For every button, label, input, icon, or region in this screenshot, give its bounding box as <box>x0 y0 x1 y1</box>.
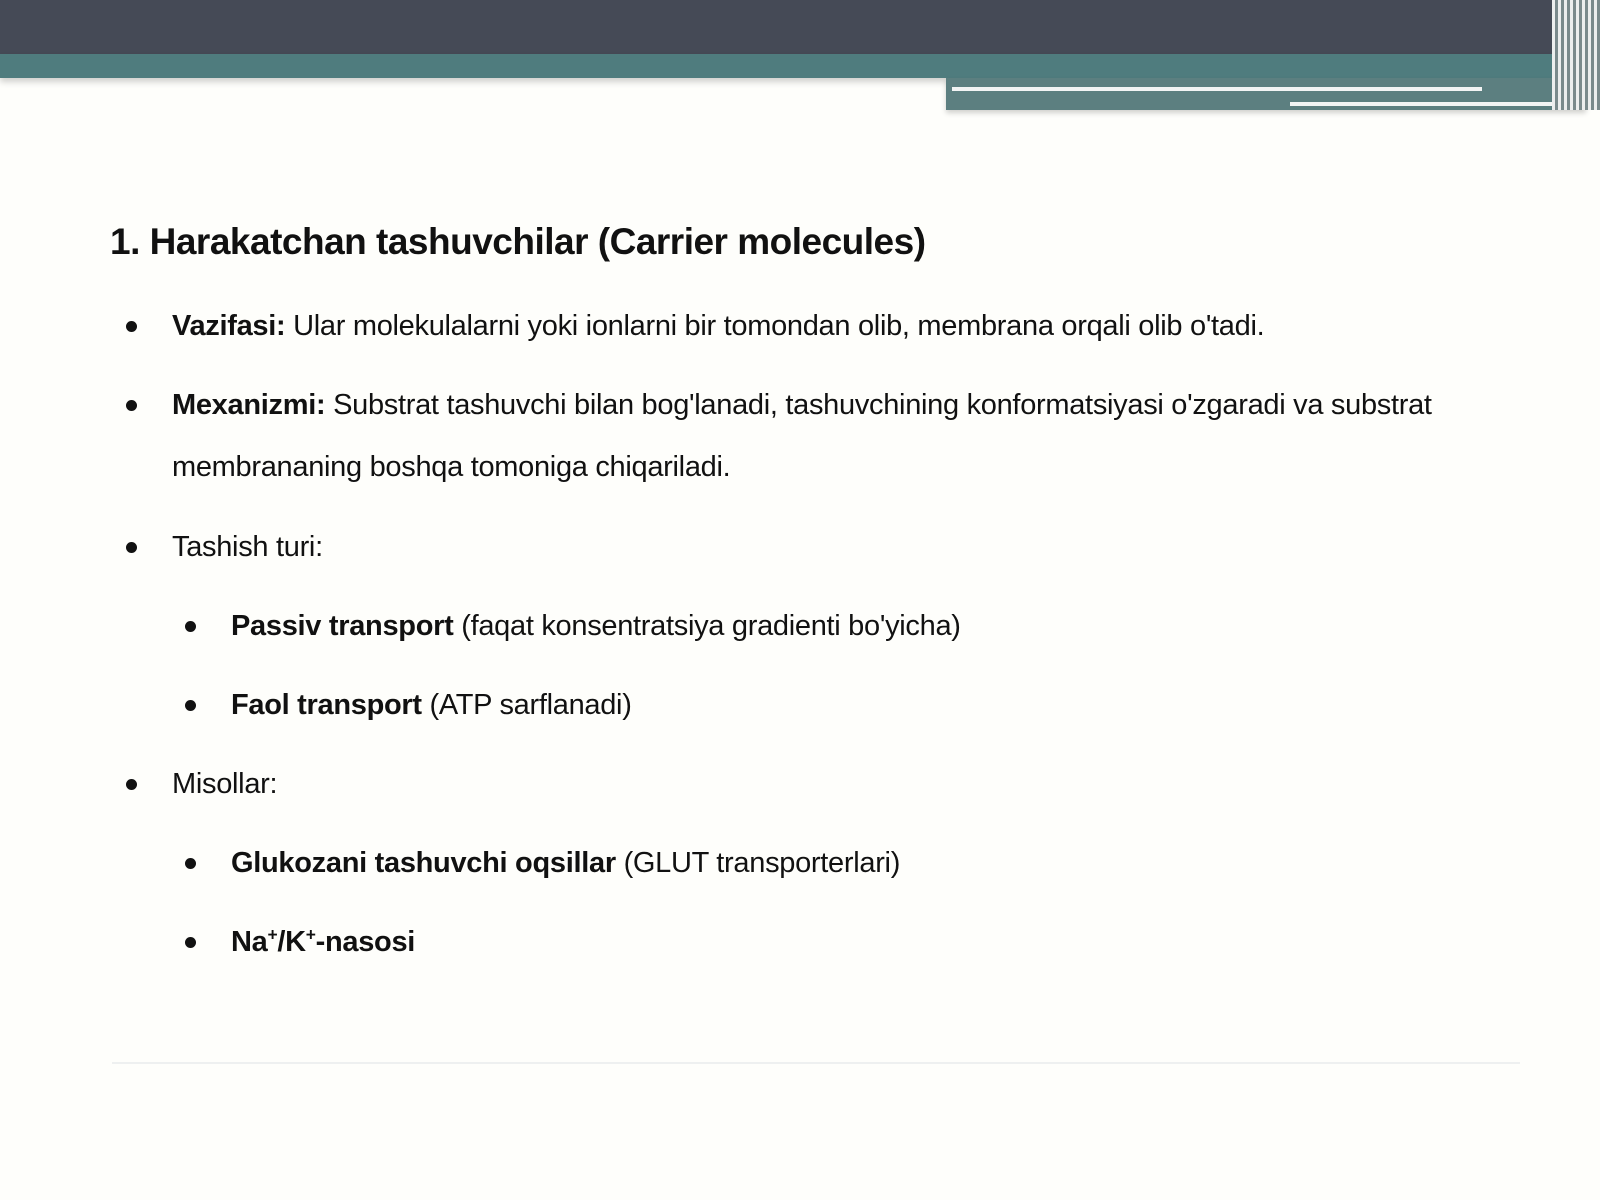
header-teal-bar <box>0 54 1600 78</box>
formula-part: /K <box>277 926 306 958</box>
formula-superscript: + <box>267 924 278 945</box>
sub-bullet-term: Faol transport <box>231 689 422 721</box>
bullet-item-mexanizmi <box>172 374 1512 498</box>
sub-bullet-text: (faqat konsentratsiya gradienti bo'yicha) <box>453 610 961 642</box>
sub-bullet-term: Passiv transport <box>231 610 454 642</box>
bullet-text: Ular molekulalarni yoki ionlarni bir tomondan olib, membrana orqali olib o'tadi. <box>285 310 1265 342</box>
bullet-label: Mexanizmi: <box>172 389 326 421</box>
slide-title: 1. Harakatchan tashuvchilar (Carrier molecules) <box>110 221 926 262</box>
sub-bullet-passiv-transport <box>231 595 1511 657</box>
sub-bullet-faol-transport <box>231 674 1511 736</box>
formula-part: -nasosi <box>315 926 416 958</box>
bullet-dot-icon <box>185 858 196 869</box>
sub-bullet-na-k-pump <box>231 911 1511 973</box>
bullet-item-tashish-turi <box>172 516 1512 578</box>
footer-divider <box>112 1062 1520 1064</box>
bullet-dot-icon <box>126 779 137 790</box>
sub-bullet-term: Glukozani tashuvchi oqsillar <box>231 847 616 879</box>
bullet-dot-icon <box>185 700 196 711</box>
sub-bullet-glut <box>231 832 1511 894</box>
bullet-item-vazifasi <box>172 295 1512 357</box>
bullet-dot-icon <box>185 621 196 632</box>
header-accent-line <box>1290 102 1570 106</box>
bullet-dot-icon <box>126 321 137 332</box>
bullet-label: Misollar: <box>172 768 278 800</box>
header-dark-bar <box>0 0 1600 54</box>
bullet-dot-icon <box>126 400 137 411</box>
slide-header-banner <box>0 0 1600 115</box>
bullet-label: Vazifasi: <box>172 310 286 342</box>
bullet-label: Tashish turi: <box>172 531 323 563</box>
bullet-dot-icon <box>185 937 196 948</box>
bullet-dot-icon <box>126 542 137 553</box>
header-accent-line <box>952 87 1482 91</box>
bullet-text: Substrat tashuvchi bilan bog'lanadi, tashuvchining konformatsiyasi o'zgaradi va substrat membrananing boshqa tomoniga chiqariladi. <box>172 389 1432 483</box>
bullet-item-misollar <box>172 753 1512 815</box>
header-stripes <box>1552 0 1600 110</box>
formula-superscript: + <box>305 924 316 945</box>
formula-part: Na <box>231 926 268 958</box>
sub-bullet-text: (ATP sarflanadi) <box>421 689 632 721</box>
sub-bullet-text: (GLUT transporterlari) <box>615 847 901 879</box>
